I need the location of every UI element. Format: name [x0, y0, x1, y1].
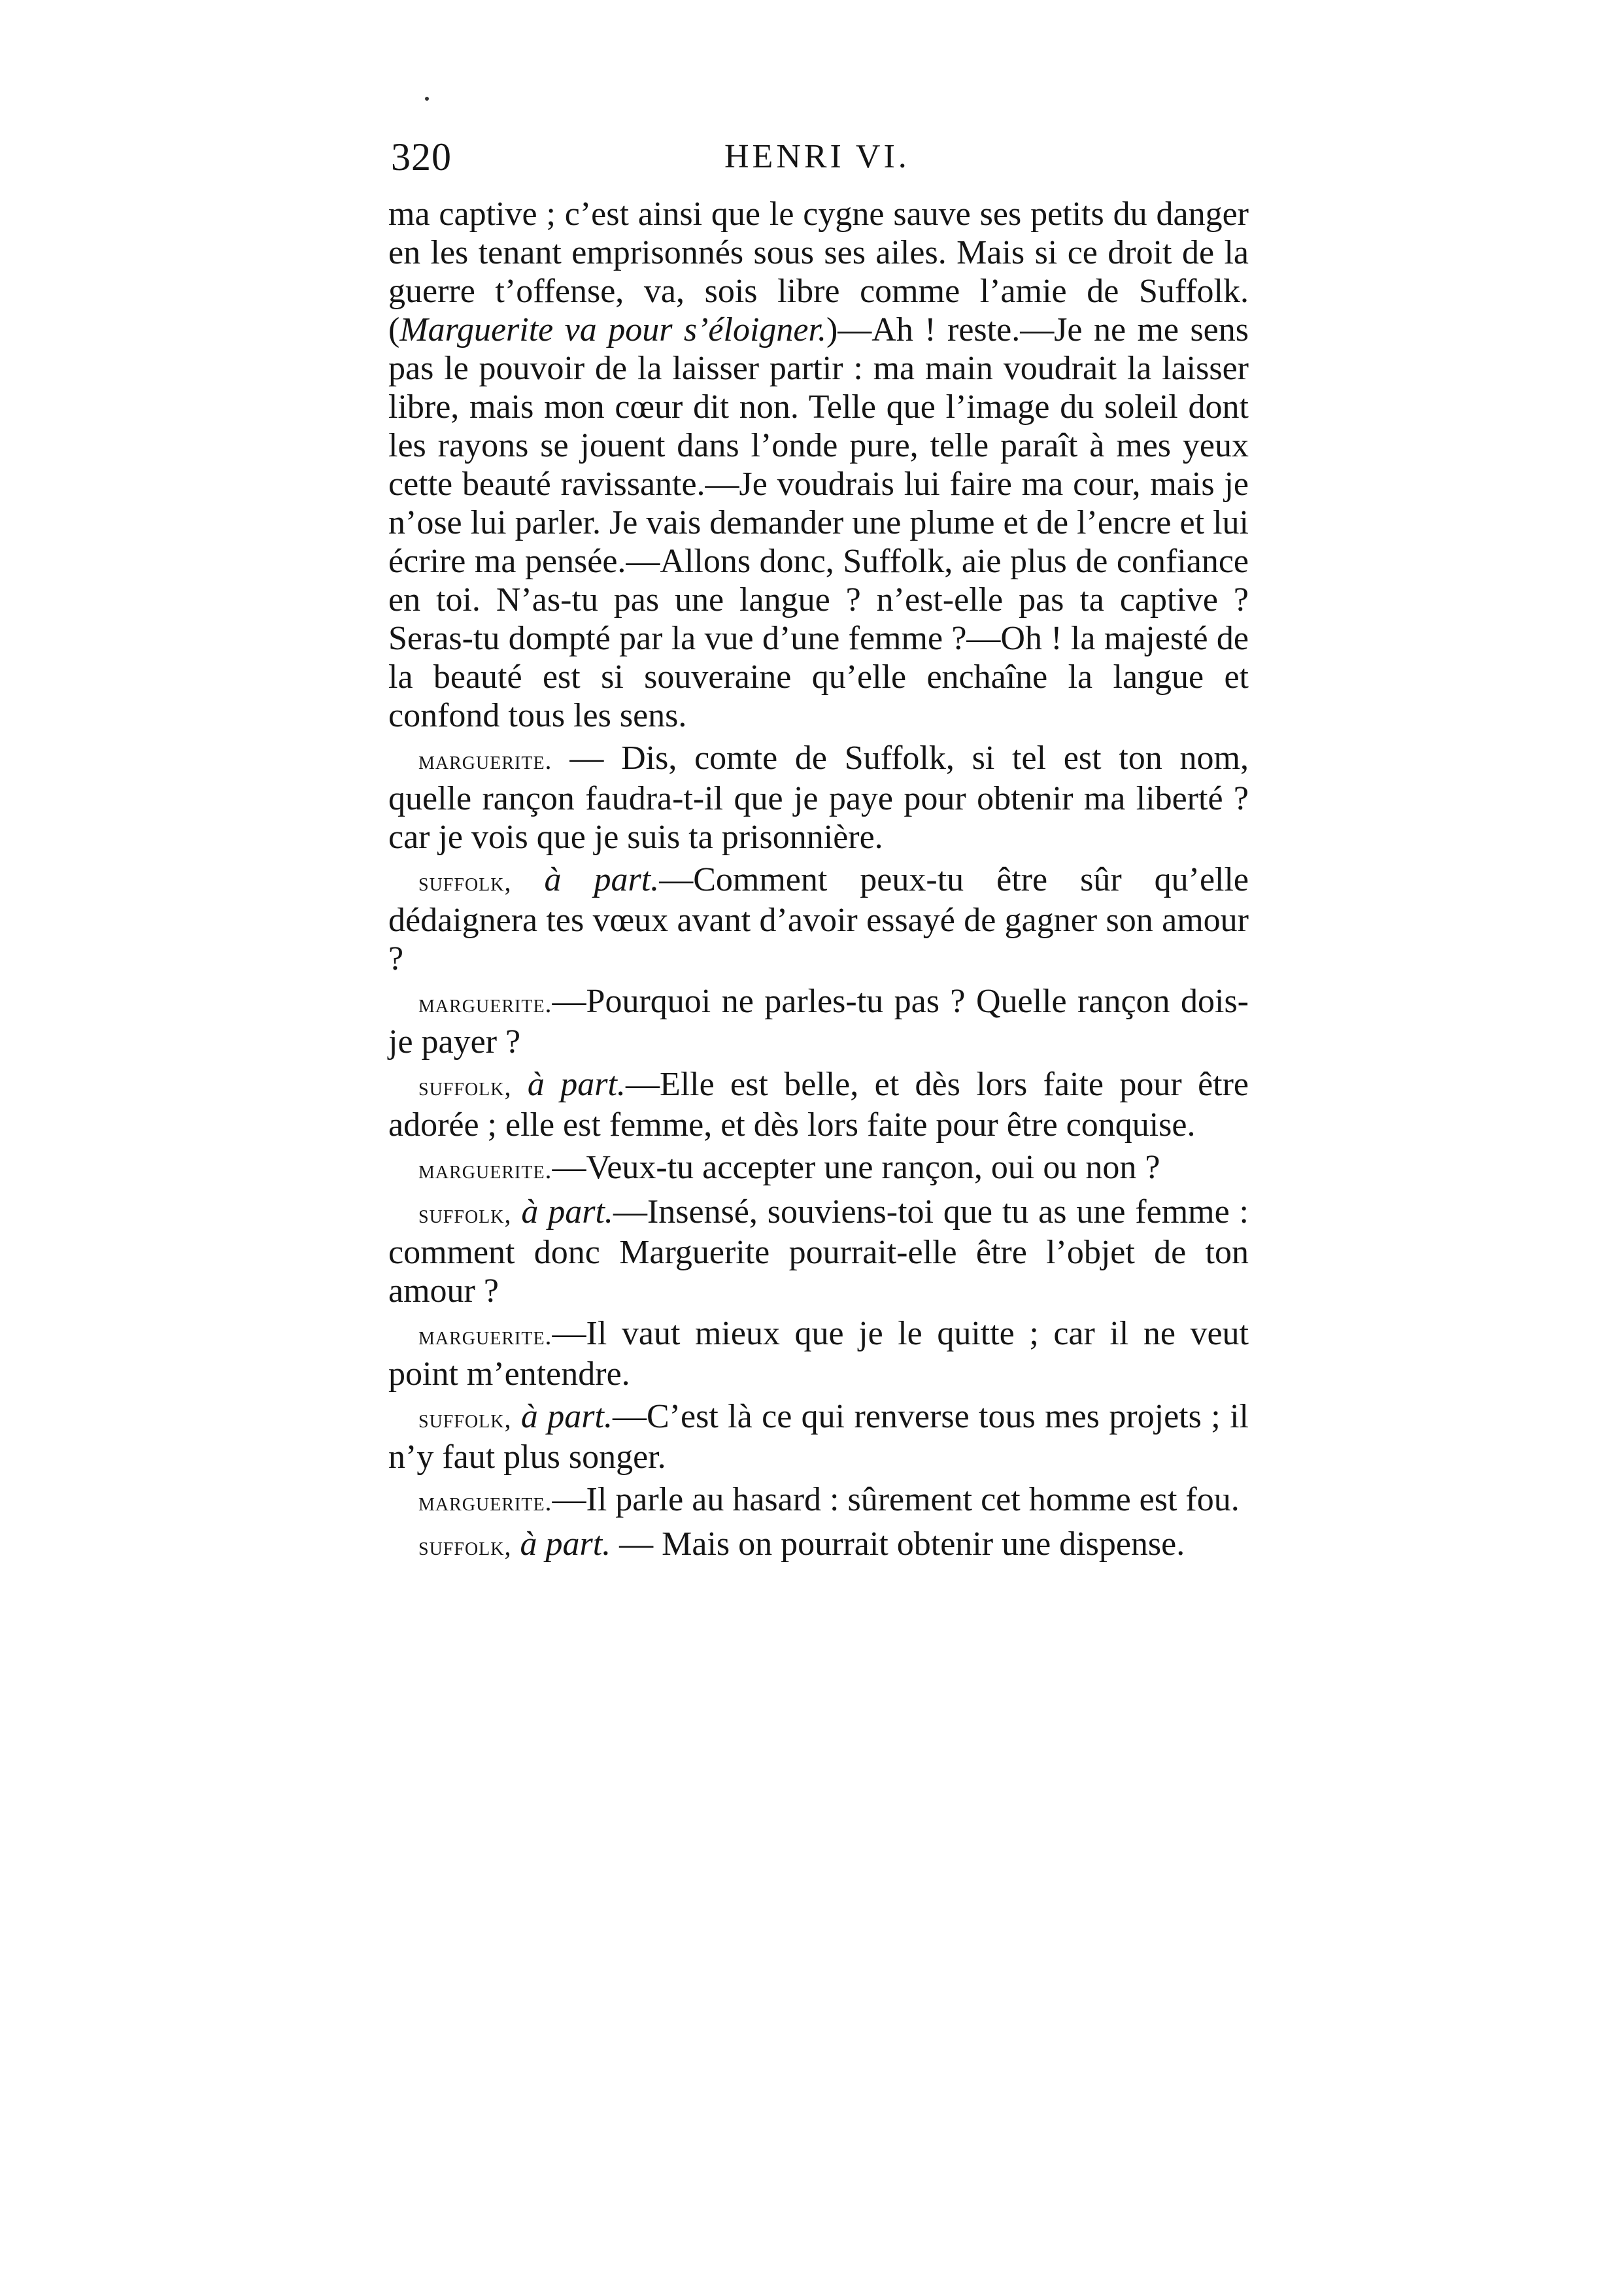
page-header — [391, 131, 1247, 183]
speech-text: —Il vaut mieux que je le quitte ; car il ne veut point m’entendre. — [388, 1315, 1249, 1393]
speech-paragraph — [388, 1525, 1249, 1565]
speech-paragraph — [388, 860, 1249, 978]
speech-text: —Elle est belle, et dès lors faite pour être adorée ; elle est femme, et dès lors faite pour être conquise. — [388, 1066, 1249, 1144]
speech-paragraph — [388, 739, 1249, 857]
speech-paragraph — [388, 1065, 1249, 1144]
aside-direction: à part. — [511, 1525, 611, 1563]
speaker-name: marguerite. — [418, 989, 552, 1018]
speaker-name: marguerite. — [418, 1487, 552, 1516]
running-title: HENRI VI. — [724, 138, 910, 175]
body-text — [388, 195, 1249, 1569]
aside-direction: à part. — [511, 1193, 613, 1231]
page-number: 320 — [391, 135, 452, 178]
speech-paragraph — [388, 1397, 1249, 1476]
aside-direction: à part. — [511, 1398, 613, 1435]
aside-direction: à part. — [511, 861, 660, 898]
paragraph-text: )—Ah ! reste.—Je ne me sens pas le pouvoir de la laisser partir : ma main voudrait la laisser libre, mais mon cœur dit non. Telle que l’image du soleil dont les rayons se jouent dans l’onde pure, telle paraît à mes yeux cette beauté ravissante.—Je voudrais lui faire ma cour, mais je n’ose lui parler. Je vais demander une plume et de l’encre et lui écrire ma pensée.—Allons donc, Suffolk, aie plus de confiance en toi. N’as-tu pas une langue ? n’est-elle pas ta captive ? Seras-tu dompté par la vue d’une femme ?—Oh ! la majesté de la beauté est si souveraine qu’elle enchaîne la langue et confond tous les sens. — [388, 311, 1249, 734]
stage-direction: Marguerite va pour s’éloigner. — [399, 311, 826, 348]
speech-text: —Il parle au hasard : sûrement cet homme est fou. — [552, 1481, 1240, 1518]
speaker-name: suffolk, — [418, 1199, 512, 1229]
speech-paragraph — [388, 1148, 1249, 1189]
speech-paragraph — [388, 1480, 1249, 1521]
speech-text: —Veux-tu accepter une rançon, oui ou non ? — [552, 1149, 1160, 1186]
paragraph-text: ma captive ; c’est ainsi que le cygne sauve ses petits du danger en les tenant emprisonnés sous ses ailes. Mais si ce droit de la guerre t’offense, va, sois libre comme l’amie de Suffolk. ( — [388, 196, 1249, 348]
speaker-name: marguerite. — [418, 745, 552, 775]
speech-text: —C’est là ce qui renverse tous mes projets ; il n’y faut plus songer. — [388, 1398, 1249, 1476]
speech-text: —Comment peux-tu être sûr qu’elle dédaignera tes vœux avant d’avoir essayé de gagner son amour ? — [388, 861, 1249, 978]
speaker-name: suffolk, — [418, 867, 512, 896]
speech-text: —Insensé, souviens-toi que tu as une femme : comment donc Marguerite pourrait-elle être l’objet de ton amour ? — [388, 1193, 1249, 1310]
speech-paragraph — [388, 1193, 1249, 1310]
speech-text: —Pourquoi ne parles-tu pas ? Quelle rançon dois-je payer ? — [388, 983, 1249, 1061]
speech-text: — Mais on pourrait obtenir une dispense. — [611, 1525, 1185, 1563]
aside-direction: à part. — [511, 1066, 626, 1103]
speaker-name: marguerite. — [418, 1155, 552, 1184]
speaker-name: suffolk, — [418, 1072, 512, 1101]
print-speck — [425, 97, 429, 101]
speech-text: — Dis, comte de Suffolk, si tel est ton nom, quelle rançon faudra-t-il que je paye pour obtenir ma liberté ? car je vois que je suis ta prisonnière. — [388, 740, 1249, 856]
speaker-name: marguerite. — [418, 1321, 552, 1350]
speech-paragraph — [388, 1314, 1249, 1393]
continuation-paragraph — [388, 195, 1249, 735]
speech-paragraph — [388, 982, 1249, 1061]
speaker-name: suffolk, — [418, 1404, 512, 1433]
speaker-name: suffolk, — [418, 1531, 512, 1561]
